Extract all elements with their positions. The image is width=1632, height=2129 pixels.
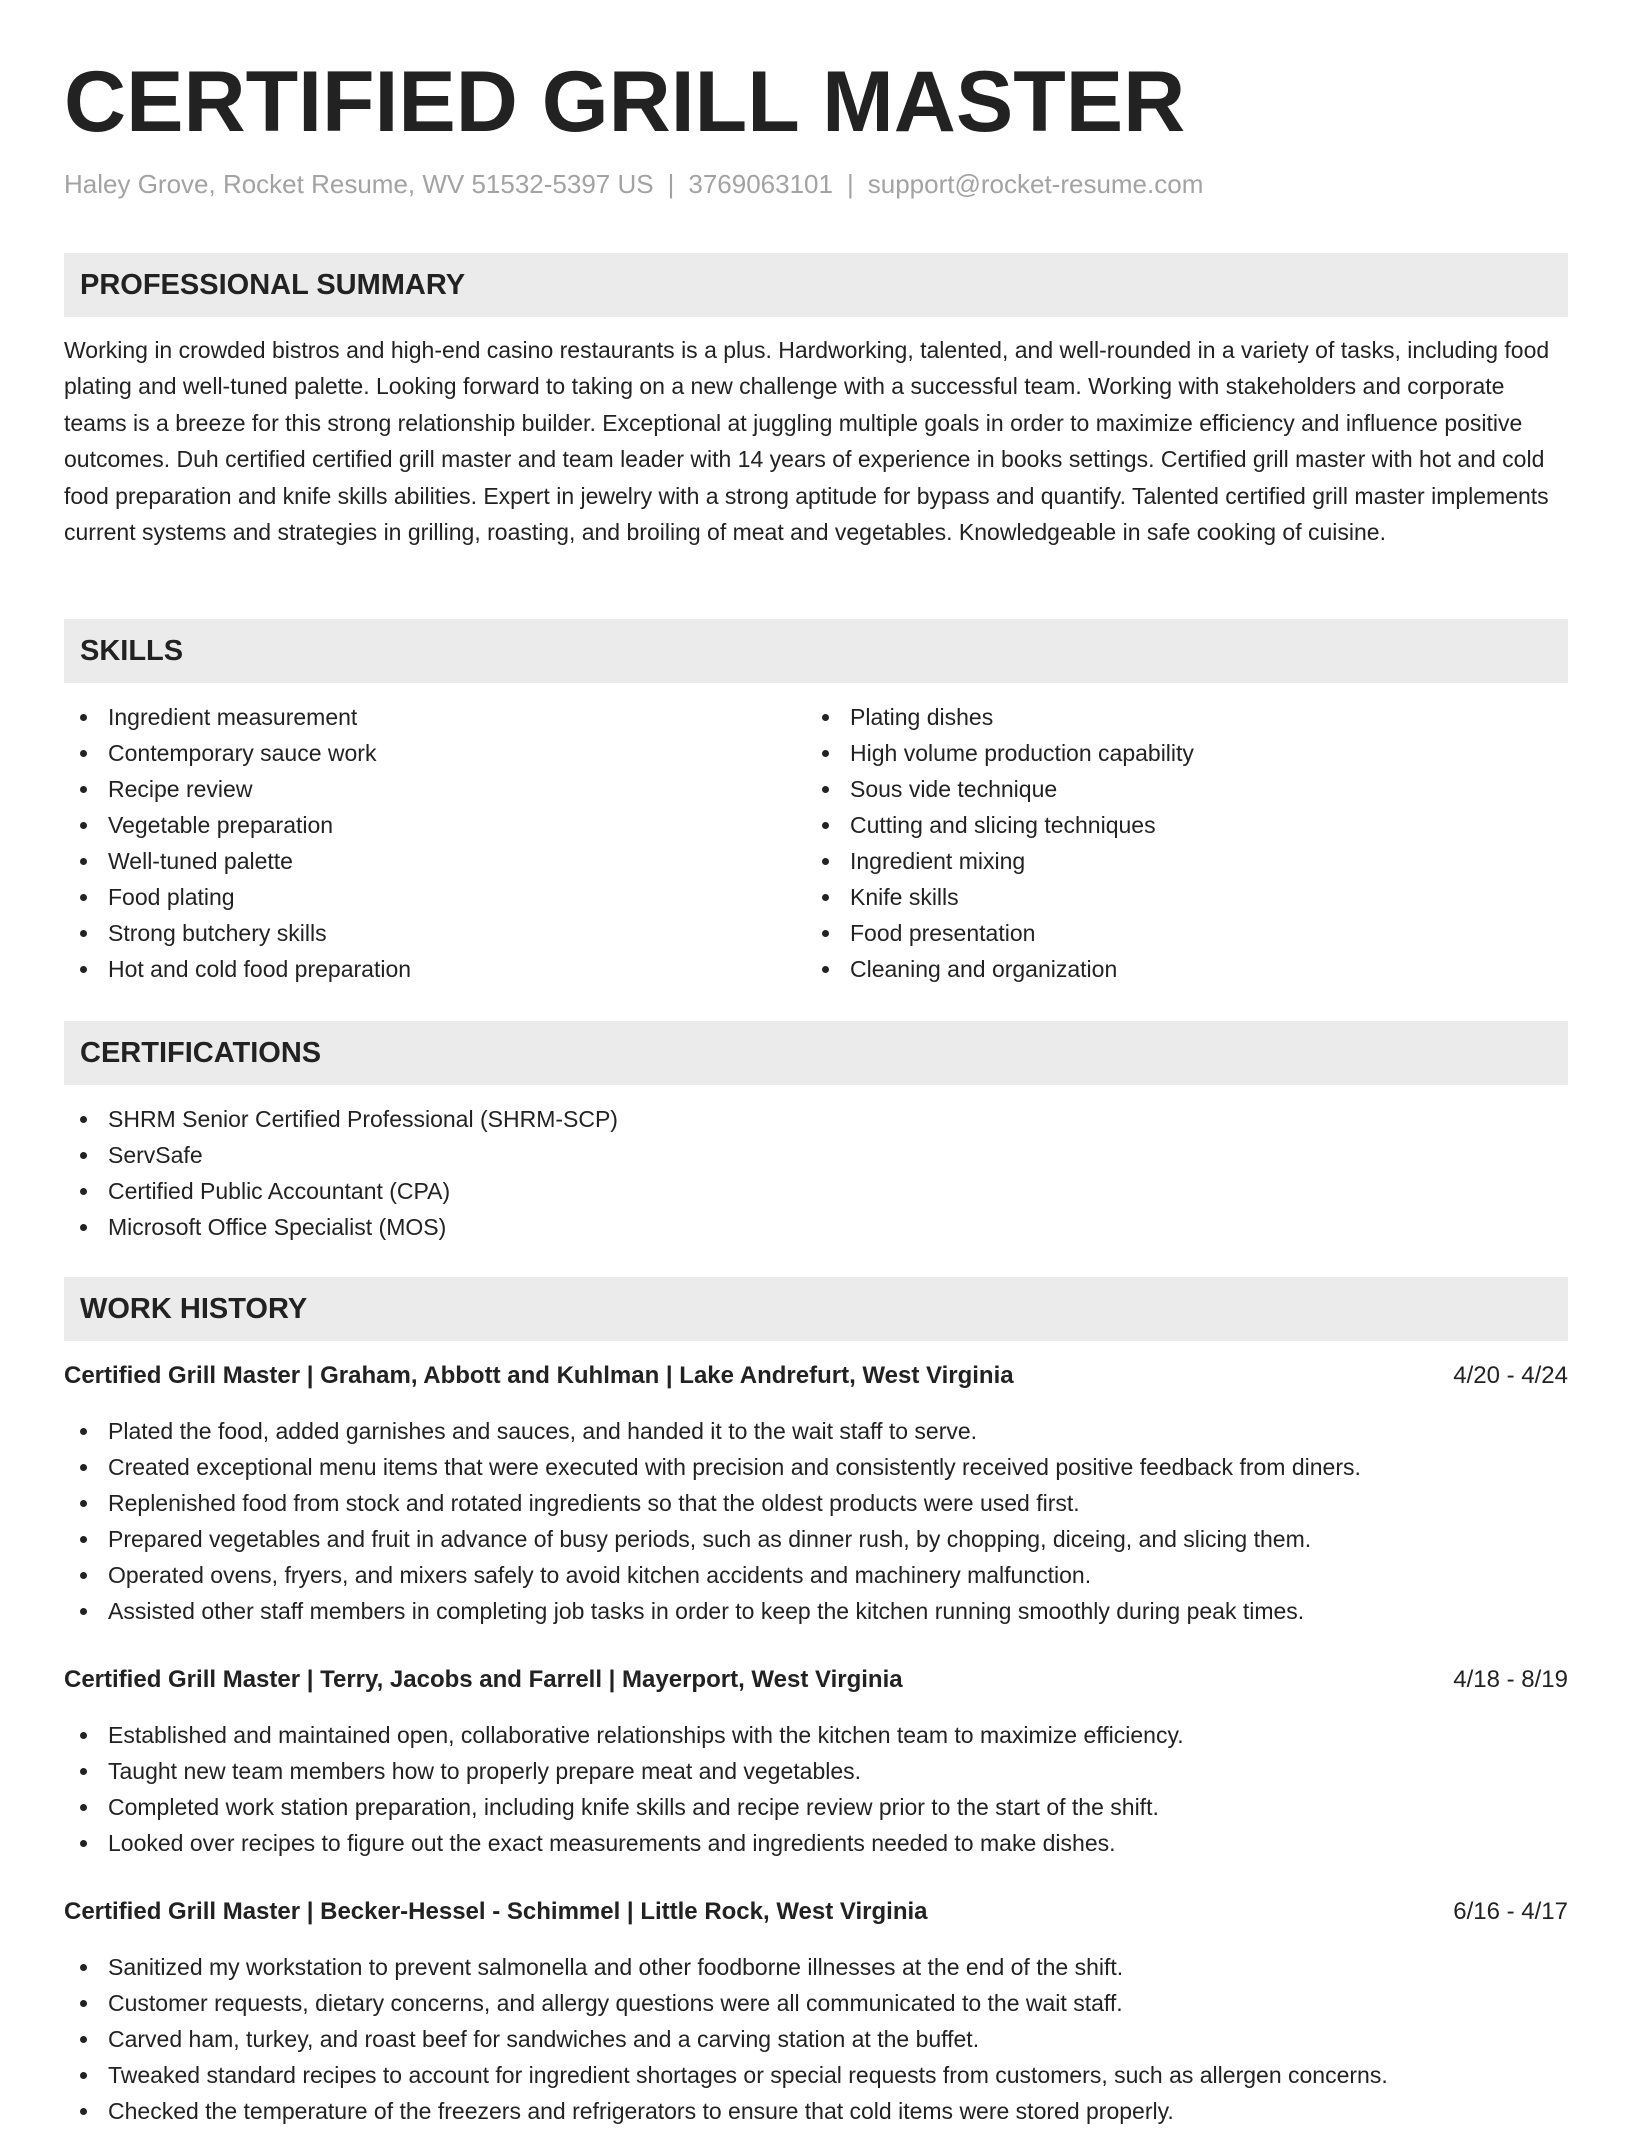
contact-address: Haley Grove, Rocket Resume, WV 51532-5397 US — [64, 169, 654, 199]
job-header — [64, 1358, 1568, 1394]
job-duty-item: Replenished food from stock and rotated ingredients so that the oldest products were used first. — [64, 1485, 1361, 1521]
candidate-name: CERTIFIED GRILL MASTER — [64, 54, 1186, 150]
skill-item: Ingredient mixing — [806, 843, 1194, 879]
job-dates: 4/18 - 8/19 — [1453, 1666, 1568, 1693]
skill-item: Contemporary sauce work — [64, 735, 411, 771]
job-duty-item: Prepared vegetables and fruit in advance of busy periods, such as dinner rush, by chopping, diceing, and slicing them. — [64, 1521, 1361, 1557]
skill-item: High volume production capability — [806, 735, 1194, 771]
job-duty-item: Sanitized my workstation to prevent salmonella and other foodborne illnesses at the end of the shift. — [64, 1949, 1388, 1985]
job-header — [64, 1894, 1568, 1930]
certifications-section-header — [64, 1021, 1568, 1085]
contact-line — [64, 166, 1203, 202]
job-duty-item: Checked the temperature of the freezers and refrigerators to ensure that cold items were stored properly. — [64, 2093, 1388, 2129]
skill-item: Cleaning and organization — [806, 951, 1194, 987]
skill-item: Sous vide technique — [806, 771, 1194, 807]
skill-item: Food presentation — [806, 915, 1194, 951]
certification-item: Certified Public Accountant (CPA) — [64, 1173, 618, 1209]
job-dates: 4/20 - 4/24 — [1453, 1362, 1568, 1389]
skill-item: Plating dishes — [806, 699, 1194, 735]
skill-item: Hot and cold food preparation — [64, 951, 411, 987]
contact-separator: | — [846, 169, 854, 199]
job-duty-item: Looked over recipes to figure out the exact measurements and ingredients needed to make dishes. — [64, 1825, 1184, 1861]
job-title: Certified Grill Master | Terry, Jacobs and Farrell | Mayerport, West Virginia — [64, 1666, 903, 1693]
skill-item: Food plating — [64, 879, 411, 915]
job-duty-item: Carved ham, turkey, and roast beef for sandwiches and a carving station at the buffet. — [64, 2021, 1388, 2057]
skills-list-right — [806, 699, 1194, 987]
job-duties-list — [64, 1949, 1388, 2129]
job-duties-list — [64, 1413, 1361, 1629]
summary-text: Working in crowded bistros and high-end casino restaurants is a plus. Hardworking, talented, and well-rounded in a variety of tasks, including food plating and well-tuned palette. Looking forward to taking on a new challenge with a successful team. Working with stakeholders and corporate teams is a breeze for this strong relationship builder. Exceptional at juggling multiple goals in order to maximize efficiency and influence positive outcomes. Duh certified certified grill master and team leader with 14 years of experience in books settings. Certified grill master with hot and cold food preparation and knife skills abilities. Expert in jewelry with a strong aptitude for bypass and quantify. Talented certified grill master implements current systems and strategies in grilling, roasting, and broiling of meat and vegetables. Knowledgeable in safe cooking of cuisine. — [64, 337, 1550, 546]
job-duties-list — [64, 1717, 1184, 1861]
summary-section-header — [64, 253, 1568, 317]
job-duty-item: Created exceptional menu items that were executed with precision and consistently received positive feedback from diners. — [64, 1449, 1361, 1485]
skill-item: Ingredient measurement — [64, 699, 411, 735]
job-header — [64, 1662, 1568, 1698]
job-duty-item: Taught new team members how to properly prepare meat and vegetables. — [64, 1753, 1184, 1789]
skill-item: Vegetable preparation — [64, 807, 411, 843]
job-duty-item: Assisted other staff members in completing job tasks in order to keep the kitchen running smoothly during peak times. — [64, 1593, 1361, 1629]
job-duty-item: Customer requests, dietary concerns, and allergy questions were all communicated to the wait staff. — [64, 1985, 1388, 2021]
skill-item: Cutting and slicing techniques — [806, 807, 1194, 843]
skill-item: Knife skills — [806, 879, 1194, 915]
skills-list-left — [64, 699, 411, 987]
certification-item: ServSafe — [64, 1137, 618, 1173]
certifications-list — [64, 1101, 618, 1245]
certification-item: Microsoft Office Specialist (MOS) — [64, 1209, 618, 1245]
certification-item: SHRM Senior Certified Professional (SHRM-SCP) — [64, 1101, 618, 1137]
job-duty-item: Plated the food, added garnishes and sauces, and handed it to the wait staff to serve. — [64, 1413, 1361, 1449]
skill-item: Strong butchery skills — [64, 915, 411, 951]
summary-heading: PROFESSIONAL SUMMARY — [80, 269, 466, 301]
job-duty-item: Operated ovens, fryers, and mixers safely to avoid kitchen accidents and machinery malfunction. — [64, 1557, 1361, 1593]
job-title: Certified Grill Master | Becker-Hessel - Schimmel | Little Rock, West Virginia — [64, 1898, 928, 1925]
skills-section-header — [64, 619, 1568, 683]
job-duty-item: Established and maintained open, collaborative relationships with the kitchen team to maximize efficiency. — [64, 1717, 1184, 1753]
contact-separator: | — [667, 169, 675, 199]
skills-heading: SKILLS — [80, 635, 184, 667]
job-dates: 6/16 - 4/17 — [1453, 1898, 1568, 1925]
job-duty-item: Completed work station preparation, including knife skills and recipe review prior to the start of the shift. — [64, 1789, 1184, 1825]
contact-phone: 3769063101 — [688, 169, 833, 199]
contact-email: support@rocket-resume.com — [867, 169, 1204, 199]
certifications-heading: CERTIFICATIONS — [80, 1037, 322, 1069]
work-history-heading: WORK HISTORY — [80, 1293, 308, 1325]
work-history-section-header — [64, 1277, 1568, 1341]
skill-item: Well-tuned palette — [64, 843, 411, 879]
skill-item: Recipe review — [64, 771, 411, 807]
job-duty-item: Tweaked standard recipes to account for ingredient shortages or special requests from customers, such as allergen concerns. — [64, 2057, 1388, 2093]
job-title: Certified Grill Master | Graham, Abbott and Kuhlman | Lake Andrefurt, West Virginia — [64, 1362, 1014, 1389]
